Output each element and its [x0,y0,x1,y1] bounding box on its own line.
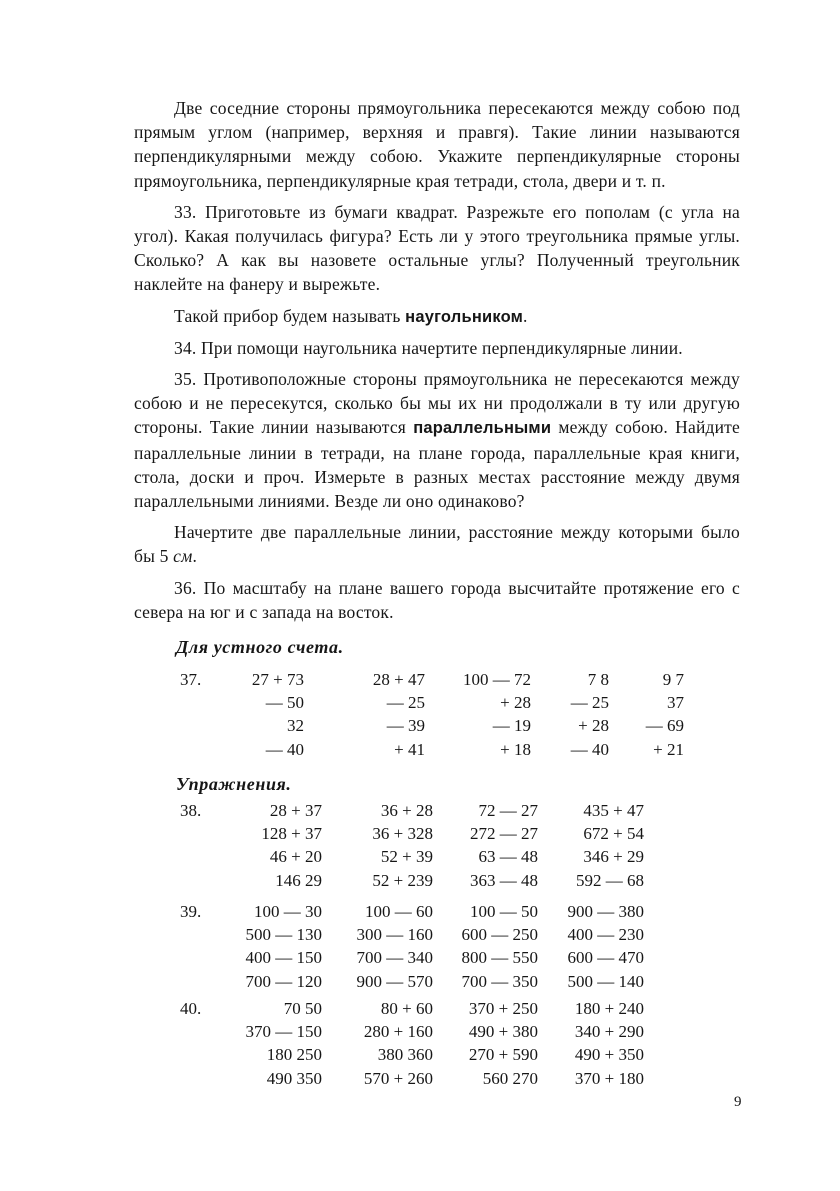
exercise-cell: 672 + 54 [583,824,644,844]
exercise-cell: 37 [667,693,684,713]
paragraph-34: 34. При помощи наугольника начертите перпендикулярные линии. [174,337,683,358]
exercise-cell: 70 50 [283,998,322,1018]
exercise-cell: 363 — 48 [470,870,538,890]
exercise-cell: 300 — 160 [356,925,433,945]
exercise-40 [176,997,644,1091]
paragraph-33: 33. Приготовьте из бумаги квадрат. Разрежьте его пополам (с угла на угол). Какая получилась фигура? Есть ли у этого треугольника прямые углы. Сколько? А как вы назовете остальные углы? Полученный треугольник наклейте на фанеру и вырежьте. [134,201,740,295]
exercise-cell: 435 + 47 [583,800,644,820]
exercise-37 [176,668,684,762]
exercise-cell: 400 — 230 [567,925,644,945]
exercise-cell: 346 + 29 [583,847,644,867]
exercise-cell: 28 + 47 [372,669,425,689]
exercise-cell: — 25 [386,693,425,713]
exercise-cell: 100 — 60 [365,901,433,921]
exercise-cell: 100 — 72 [463,669,531,689]
exercise-cell: 490 350 [266,1068,322,1088]
exercise-number: 39. [180,901,202,921]
exercise-cell: 800 — 550 [461,948,538,968]
paragraph-naugolnik: Такой прибор будем называть наугольником. [174,305,528,326]
paragraph-35: 35. Противоположные стороны прямоугольника не пересекаются между собою и не пересекутся, сколько бы мы их ни продолжали в ту или другую стороны. Такие линии называются параллельными между собою. Найдите параллельные линии в тетради, на плане города, параллельные края книги, стола, доски и проч. Измерьте в разных местах расстояние между двумя параллельными линиями. Везде ли оно одинаково? [134,369,740,512]
exercise-cell: — 25 [570,693,609,713]
exercise-cell: — 19 [492,716,531,736]
exercise-cell: 400 — 150 [245,948,322,968]
exercise-cell: 592 — 68 [576,870,644,890]
exercise-cell: 80 + 60 [380,998,433,1018]
exercise-cell: 7 8 [587,669,609,689]
exercise-cell: 27 + 73 [251,669,304,689]
exercise-cell: 28 + 37 [269,800,322,820]
exercise-cell: 900 — 380 [567,901,644,921]
exercise-cell: 272 — 27 [470,824,538,844]
heading-oral-counting: Для устного счета. [176,637,344,657]
exercise-cell: 63 — 48 [478,847,538,867]
exercise-cell: 52 + 239 [372,870,433,890]
exercise-cell: 100 — 30 [254,901,322,921]
page-number: 9 [734,1094,742,1110]
exercise-cell: 36 + 28 [380,800,433,820]
paragraph-36: 36. По масштабу на плане вашего города высчитайте протяжение его с севера на юг и с запада на восток. [134,577,740,622]
exercise-cell: 490 + 380 [468,1022,538,1042]
exercise-cell: 340 + 290 [574,1022,644,1042]
exercise-cell: + 41 [394,739,425,759]
exercise-38 [176,799,644,893]
exercise-cell: 700 — 120 [245,971,322,991]
paragraph-perpendicular: Две соседние стороны прямоугольника пересекаются между собою под прямым углом (например, верхняя и правгя). Такие линии называются перпендикулярными между собою. Укажите перпендикулярные стороны прямоугольника, перпендикулярные края тетради, стола, двери и т. п. [134,98,740,191]
exercise-cell: 72 — 27 [478,800,538,820]
exercise-cell: 370 — 150 [245,1022,322,1042]
exercise-cell: + 18 [500,739,531,759]
exercise-cell: 9 7 [662,669,684,689]
heading-exercises: Упражнения. [176,774,292,794]
paragraph-parallel-lines: Начертите две параллельные линии, расстояние между которыми было бы 5 см. [134,522,740,567]
exercise-cell: 128 + 37 [261,824,322,844]
exercise-cell: 180 250 [266,1045,322,1065]
exercise-cell: 36 + 328 [372,824,433,844]
exercise-cell: 380 360 [377,1045,433,1065]
exercise-cell: 700 — 340 [356,948,433,968]
exercise-cell: — 39 [386,716,425,736]
exercise-cell: 600 — 250 [461,925,538,945]
exercise-cell: + 21 [653,739,684,759]
exercise-number: 38. [180,800,202,820]
exercise-cell: 180 + 240 [574,998,644,1018]
exercise-cell: 560 270 [482,1068,538,1088]
exercise-cell: 600 — 470 [567,948,644,968]
exercise-cell: — 69 [645,716,684,736]
exercise-cell: 146 29 [275,870,322,890]
exercise-number: 40. [180,998,202,1018]
exercise-cell: 46 + 20 [269,847,322,867]
exercise-cell: 270 + 590 [468,1045,538,1065]
exercise-cell: 370 + 250 [468,998,538,1018]
exercise-cell: 100 — 50 [470,901,538,921]
exercise-cell: 370 + 180 [574,1068,644,1088]
exercise-cell: — 40 [265,739,304,759]
exercise-number: 37. [180,669,202,689]
exercise-cell: 900 — 570 [356,971,433,991]
exercise-cell: + 28 [500,693,531,713]
exercise-cell: — 40 [570,739,609,759]
exercise-cell: 500 — 130 [245,925,322,945]
exercise-cell: 32 [287,716,304,736]
exercise-cell: + 28 [578,716,609,736]
exercise-cell: 570 + 260 [363,1068,433,1088]
exercise-cell: 700 — 350 [461,971,538,991]
exercise-cell: 490 + 350 [574,1045,644,1065]
exercise-cell: — 50 [265,693,304,713]
exercise-cell: 500 — 140 [567,971,644,991]
exercise-cell: 52 + 39 [380,847,433,867]
exercise-39 [176,900,644,994]
main-text [134,96,740,631]
exercise-cell: 280 + 160 [363,1022,433,1042]
